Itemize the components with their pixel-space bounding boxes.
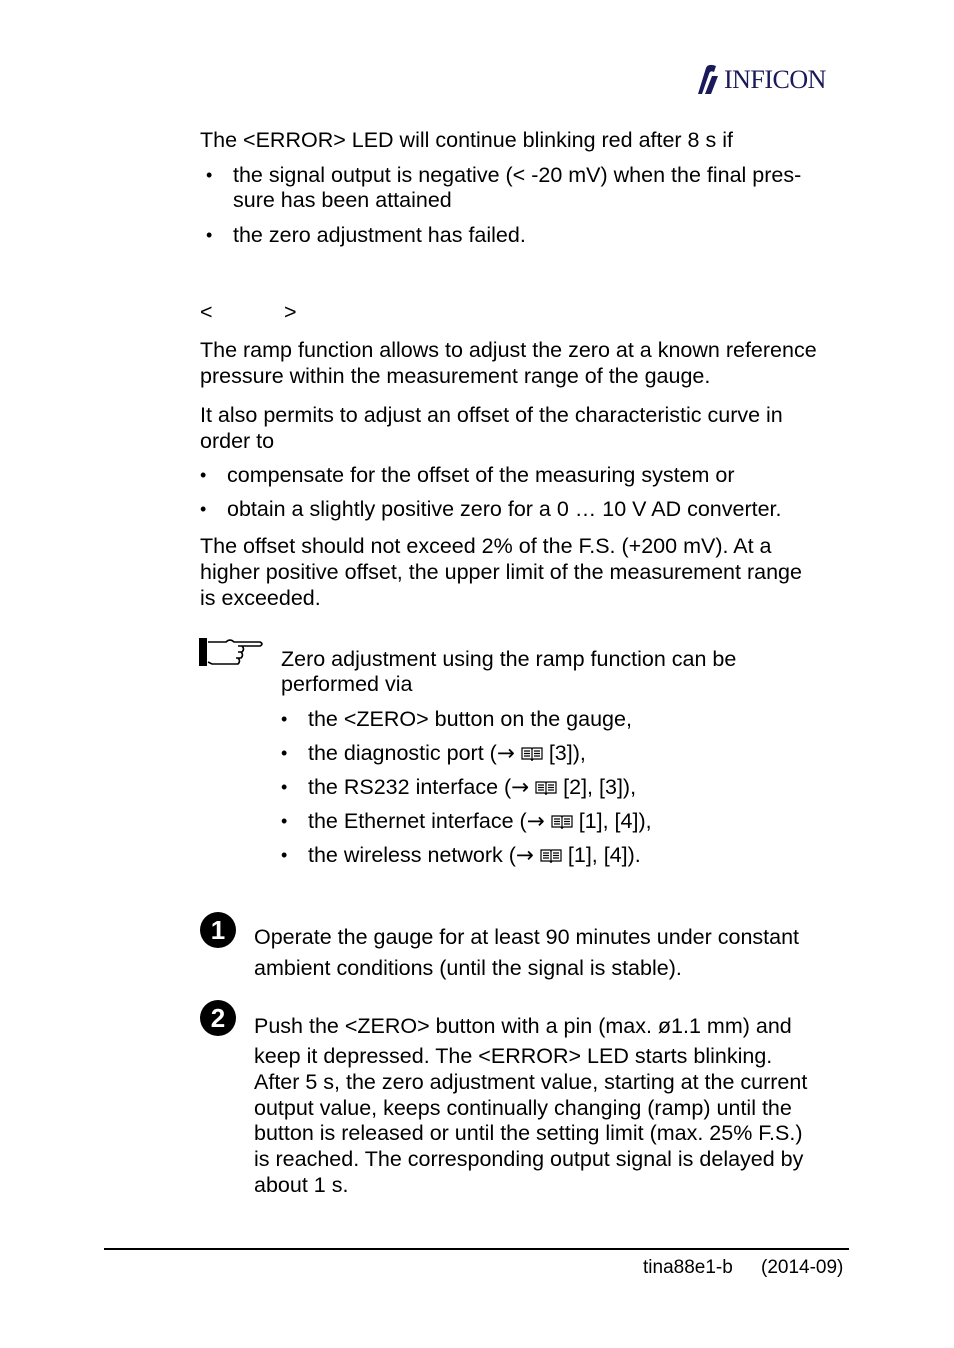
ramp-para2-line2: order to — [200, 429, 275, 453]
ramp-para2-line1: It also permits to adjust an offset of the characteristic curve in — [200, 403, 783, 427]
step-2-line1: Push the <ZERO> button with a pin (max. ø1.1 mm) and — [254, 1014, 792, 1038]
step-2-line6: is reached. The corresponding output signal is delayed by — [254, 1147, 804, 1171]
error-bullet-1b: sure has been attained — [233, 188, 452, 212]
footer-rule — [104, 1248, 849, 1250]
ramp-para1-line2: pressure within the measurement range of the gauge. — [200, 364, 711, 388]
note-intro-line2: performed via — [281, 672, 413, 696]
footer-date: (2014-09) — [761, 1257, 844, 1278]
step-1-line2: ambient conditions (until the signal is stable). — [254, 956, 682, 980]
bullet-dot: • — [206, 225, 213, 245]
offset-para-line1: The offset should not exceed 2% of the F.S. (+200 mV). At a — [200, 534, 772, 558]
section-heading-right: > — [284, 300, 297, 324]
step-1-line1: Operate the gauge for at least 90 minutes under constant — [254, 925, 800, 949]
note-item-refs: [1], [4]), — [578, 809, 652, 833]
book-icon — [521, 745, 543, 763]
offset-para-line2: higher positive offset, the upper limit of the measurement range — [200, 560, 802, 584]
note-item-text: the Ethernet interface ( — [308, 809, 527, 833]
note-item-wireless — [308, 842, 641, 869]
arrow-icon: → — [496, 741, 515, 766]
book-icon — [551, 813, 573, 831]
arrow-icon: → — [526, 809, 545, 834]
logo-text: INFICON — [724, 65, 826, 94]
step-1-number-icon: 1 — [200, 912, 236, 948]
step-2-number-icon: 2 — [200, 1000, 236, 1036]
note-item-text: the wireless network ( — [308, 843, 516, 867]
error-bullet-2: the zero adjustment has failed. — [233, 223, 526, 247]
book-icon — [535, 779, 557, 797]
error-bullet-1a: the signal output is negative (< -20 mV) when the final pres- — [233, 163, 802, 187]
note-item-refs: [2], [3]), — [563, 775, 637, 799]
note-item-text: the diagnostic port ( — [308, 741, 497, 765]
note-item-ethernet — [308, 808, 652, 835]
pointing-hand-icon — [198, 636, 266, 668]
step-2-line7: about 1 s. — [254, 1173, 349, 1197]
note-item-refs: [3]), — [548, 741, 586, 765]
ramp-bullet-2: obtain a slightly positive zero for a 0 … 10 V AD converter. — [227, 497, 782, 521]
note-item-refs: [1], [4]). — [567, 843, 641, 867]
footer-doc-id: tina88e1-b — [643, 1257, 733, 1278]
book-icon — [540, 847, 562, 865]
offset-para-line3: is exceeded. — [200, 586, 321, 610]
bullet-dot: • — [281, 743, 288, 763]
bullet-dot: • — [281, 811, 288, 831]
step-2-line5: button is released or until the setting limit (max. 25% F.S.) — [254, 1121, 803, 1145]
bullet-dot: • — [281, 709, 288, 729]
bullet-dot: • — [206, 165, 213, 185]
ramp-bullet-1: compensate for the offset of the measuring system or — [227, 463, 735, 487]
arrow-icon: → — [515, 843, 534, 868]
bullet-dot: • — [281, 845, 288, 865]
note-item-text: the RS232 interface ( — [308, 775, 512, 799]
ramp-para1-line1: The ramp function allows to adjust the zero at a known reference — [200, 338, 817, 362]
note-item-diagnostic-port — [308, 740, 586, 767]
bullet-dot: • — [200, 499, 207, 519]
step-2-line2: keep it depressed. The <ERROR> LED starts blinking. — [254, 1044, 773, 1068]
section-heading-left: < — [200, 300, 213, 324]
bullet-dot: • — [281, 777, 288, 797]
inficon-logo-mark — [694, 64, 724, 96]
bullet-dot: • — [200, 465, 207, 485]
note-item-rs232 — [308, 774, 636, 801]
error-intro: The <ERROR> LED will continue blinking red after 8 s if — [200, 128, 733, 152]
arrow-icon: → — [511, 775, 530, 800]
inficon-logo — [694, 64, 846, 96]
note-intro-line1: Zero adjustment using the ramp function can be — [281, 647, 737, 671]
note-item-zero-button: the <ZERO> button on the gauge, — [308, 707, 632, 731]
step-2-line4: output value, keeps continually changing (ramp) until the — [254, 1096, 792, 1120]
step-2-line3: After 5 s, the zero adjustment value, starting at the current — [254, 1070, 808, 1094]
